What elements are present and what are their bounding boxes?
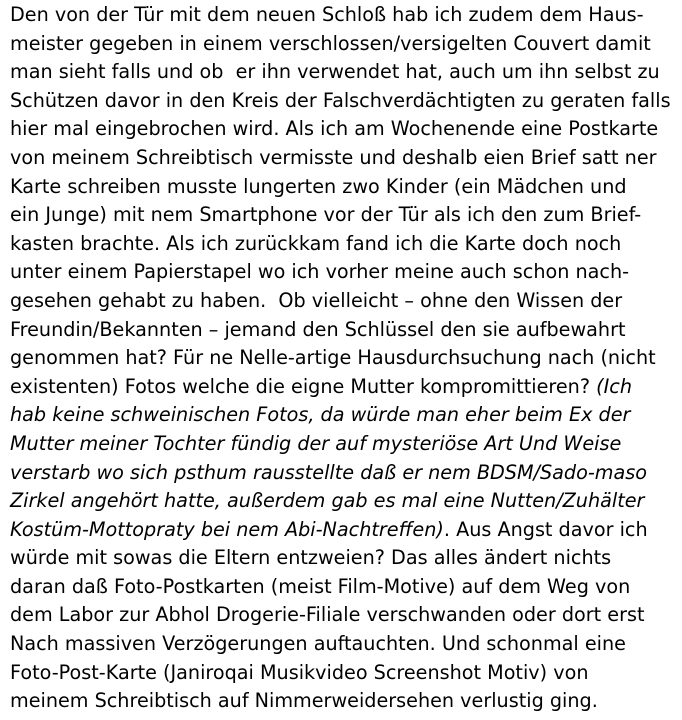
text-segment: Nach massiven Verzögerungen auftauchten. Und schonmal eine xyxy=(10,632,626,656)
text-line xyxy=(10,115,674,144)
text-segment: kasten brachte. Als ich zurückkam fand ich die Karte doch noch xyxy=(10,231,622,255)
text-line xyxy=(10,201,674,230)
text-line xyxy=(10,487,674,516)
text-segment: Den von der Tür mit dem neuen Schloß hab ich zudem dem Haus- xyxy=(10,3,644,26)
text-line xyxy=(10,344,674,373)
text-line xyxy=(10,544,674,573)
text-segment: hier mal eingebrochen wird. Als ich am Wochenende eine Postkarte xyxy=(10,117,659,141)
italic-text-segment: verstarb wo sich psthum rausstellte daß er nem BDSM/Sado-maso xyxy=(10,460,647,484)
text-line xyxy=(10,30,674,59)
italic-text-segment: Kostüm-Mottopraty bei nem Abi-Nachtreffen) xyxy=(10,517,444,541)
text-line xyxy=(10,659,674,688)
text-segment: . Aus Angst davor ich xyxy=(443,517,648,541)
text-line xyxy=(10,230,674,259)
text-line xyxy=(10,601,674,630)
text-segment: gesehen gehabt zu haben. Ob vielleicht – ohne den Wissen der xyxy=(10,288,623,312)
text-line xyxy=(10,58,674,87)
text-line xyxy=(10,87,674,116)
text-segment: Karte schreiben musste lungerten zwo Kinder (ein Mädchen und xyxy=(10,174,627,198)
text-segment: würde mit sowas die Eltern entzweien? Das alles ändert nichts xyxy=(10,546,612,570)
text-segment: meister gegeben in einem verschlossen/versigelten Couvert damit xyxy=(10,31,651,55)
text-segment: genommen hat? Für ne Nelle-artige Hausdurchsuchung nach (nicht xyxy=(10,346,656,370)
text-segment: Foto-Post-Karte (Janiroqai Musikvideo Screenshot Motiv) von xyxy=(10,660,589,684)
italic-text-segment: hab keine schweinischen Fotos, da würde man eher beim Ex der xyxy=(10,403,631,427)
italic-text-segment: Zirkel angehört hatte, außerdem gab es mal eine Nutten/Zuhälter xyxy=(10,489,645,513)
text-segment: man sieht falls und ob er ihn verwendet hat, auch um ihn selbst zu xyxy=(10,60,660,84)
text-segment: meinem Schreibtisch auf Nimmerweidersehen verlustig ging. xyxy=(10,689,598,713)
text-segment: Schützen davor in den Kreis der Falschverdächtigten zu geraten falls xyxy=(10,88,671,112)
text-line xyxy=(10,401,674,430)
text-segment: daran daß Foto-Postkarten (meist Film-Motive) auf dem Weg von xyxy=(10,574,631,598)
text-line xyxy=(10,173,674,202)
text-line xyxy=(10,144,674,173)
text-line xyxy=(10,430,674,459)
text-segment: von meinem Schreibtisch vermisste und deshalb eien Brief satt ner xyxy=(10,145,657,169)
text-line xyxy=(10,316,674,345)
text-line xyxy=(10,1,674,30)
text-line xyxy=(10,516,674,545)
text-line xyxy=(10,373,674,402)
text-line xyxy=(10,687,674,716)
text-line xyxy=(10,258,674,287)
italic-text-segment: (Ich xyxy=(596,374,632,398)
text-line xyxy=(10,573,674,602)
text-line xyxy=(10,630,674,659)
text-segment: Freundin/Bekannten – jemand den Schlüssel den sie aufbewahrt xyxy=(10,317,626,341)
text-segment: unter einem Papierstapel wo ich vorher meine auch schon nach- xyxy=(10,260,630,284)
italic-text-segment: Mutter meiner Tochter fündig der auf mysteriöse Art Und Weise xyxy=(10,431,622,455)
text-segment: dem Labor zur Abhol Drogerie-Filiale verschwanden oder dort erst xyxy=(10,603,645,627)
text-segment: existenten) Fotos welche die eigne Mutter kompromittieren? xyxy=(10,374,597,398)
text-line xyxy=(10,287,674,316)
text-line xyxy=(10,459,674,488)
text-segment: ein Junge) mit nem Smartphone vor der Tür als ich den zum Brief- xyxy=(10,203,642,227)
document-text xyxy=(10,1,674,716)
